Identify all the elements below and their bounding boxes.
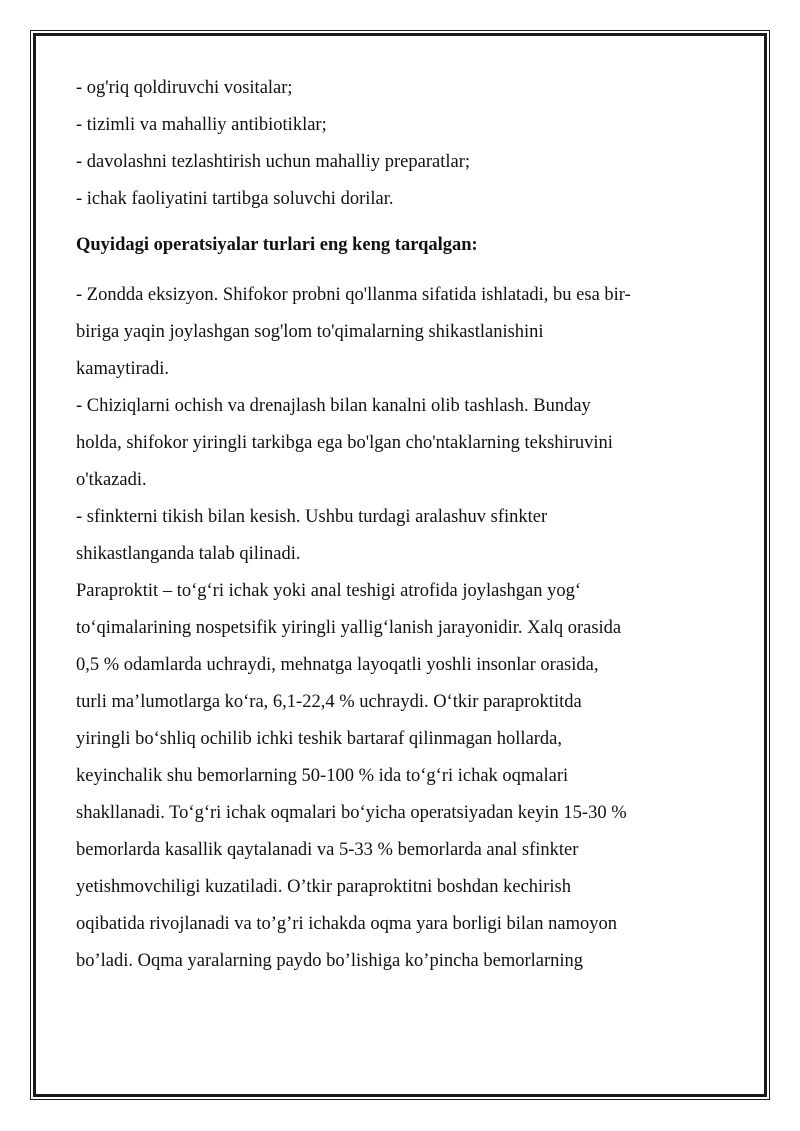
text-line: yetishmovchiligi kuzatiladi. O’tkir paraproktitni boshdan kechirish [76,877,571,897]
text-line: o'tkazadi. [76,470,147,490]
text-line: 0,5 % odamlarda uchraydi, mehnatga layoqatli yoshli insonlar orasida, [76,655,599,675]
text-line: bemorlarda kasallik qaytalanadi va 5-33 % bemorlarda anal sfinkter [76,840,579,860]
list-item: - davolashni tezlashtirish uchun mahalliy preparatlar; [76,152,471,172]
medication-list [76,74,726,222]
text-line: - sfinkterni tikish bilan kesish. Ushbu turdagi aralashuv sfinkter [76,507,548,527]
text-line: oqibatida rivojlanadi va to’g’ri ichakda oqma yara borligi bilan namoyon [76,914,617,934]
text-line: to‘qimalarining nospetsifik yiringli yallig‘lanish jarayonidir. Xalq orasida [76,618,622,638]
text-line: Paraproktit – to‘g‘ri ichak yoki anal teshigi atrofida joylashgan yog‘ [76,581,582,601]
body-text [76,281,726,984]
section-heading: Quyidagi operatsiyalar turlari eng keng tarqalgan: [76,235,478,255]
text-line: shakllanadi. To‘g‘ri ichak oqmalari bo‘yicha operatsiyadan keyin 15-30 % [76,803,627,823]
list-item: - og'riq qoldiruvchi vositalar; [76,78,293,98]
text-line: yiringli bo‘shliq ochilib ichki teshik bartaraf qilinmagan hollarda, [76,729,563,749]
list-item: - tizimli va mahalliy antibiotiklar; [76,115,327,135]
text-line: keyinchalik shu bemorlarning 50-100 % ida to‘g‘ri ichak oqmalari [76,766,569,786]
text-line: turli ma’lumotlarga ko‘ra, 6,1-22,4 % uchraydi. O‘tkir paraproktitda [76,692,582,712]
list-item: - ichak faoliyatini tartibga soluvchi dorilar. [76,189,394,209]
text-line: holda, shifokor yiringli tarkibga ega bo'lgan cho'ntaklarning tekshiruvini [76,433,613,453]
document-content [76,74,726,984]
text-line: - Zondda eksizyon. Shifokor probni qo'llanma sifatida ishlatadi, bu esa bir- [76,285,631,305]
text-line: kamaytiradi. [76,359,169,379]
text-line: bo’ladi. Oqma yaralarning paydo bo’lishiga ko’pincha bemorlarning [76,951,584,971]
text-line: biriga yaqin joylashgan sog'lom to'qimalarning shikastlanishini [76,322,544,342]
text-line: shikastlanganda talab qilinadi. [76,544,301,564]
text-line: - Chiziqlarni ochish va drenajlash bilan kanalni olib tashlash. Bunday [76,396,591,416]
